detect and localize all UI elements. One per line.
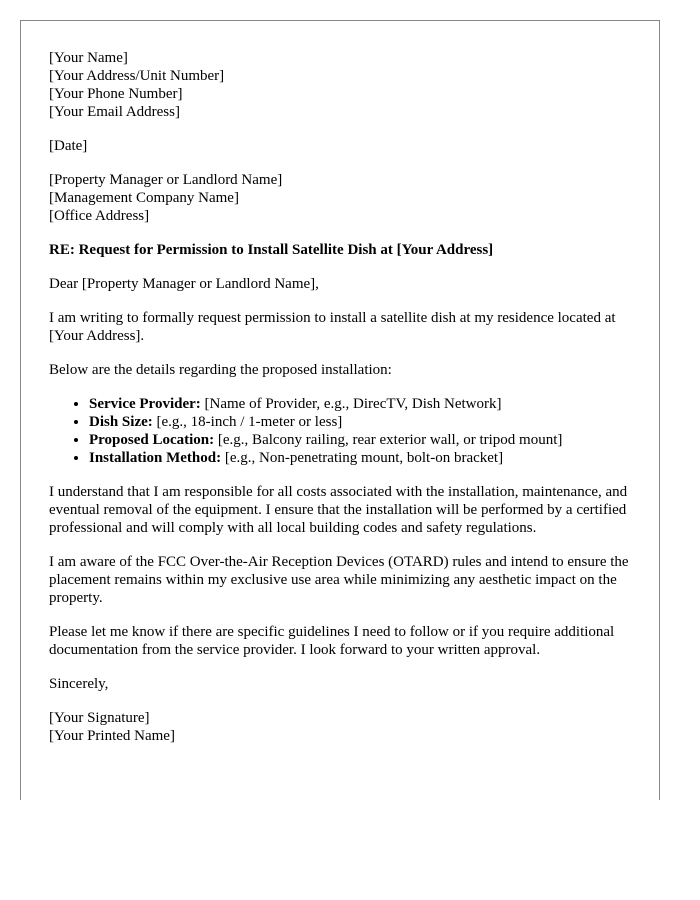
list-item	[89, 395, 639, 413]
date-block	[49, 137, 639, 155]
detail-label: Dish Size:	[89, 414, 153, 430]
sender-name: [Your Name]	[49, 50, 128, 66]
detail-value: [e.g., Non-penetrating mount, bolt-on bracket]	[221, 450, 504, 466]
sender-block	[49, 49, 639, 121]
details-list	[49, 395, 639, 467]
salutation: Dear [Property Manager or Landlord Name],	[49, 276, 319, 292]
list-item	[89, 449, 639, 467]
letter-date: [Date]	[49, 138, 88, 154]
intro-paragraph: I am writing to formally request permission to install a satellite dish at my residence located at [Your Address].	[49, 310, 616, 344]
closing-paragraph: Please let me know if there are specific guidelines I need to follow or if you require additional documentation from the service provider. I look forward to your written approval.	[49, 624, 615, 658]
detail-value: [e.g., Balcony railing, rear exterior wall, or tripod mount]	[214, 432, 563, 448]
letter-body	[49, 49, 639, 761]
otard-paragraph: I am aware of the FCC Over-the-Air Reception Devices (OTARD) rules and intend to ensure the placement remains within my exclusive use area while minimizing any aesthetic impact on the property.	[49, 554, 629, 606]
recipient-company: [Management Company Name]	[49, 190, 239, 206]
signature-block	[49, 709, 639, 745]
printed-name: [Your Printed Name]	[49, 728, 175, 744]
sender-address: [Your Address/Unit Number]	[49, 68, 225, 84]
detail-label: Service Provider:	[89, 396, 201, 412]
detail-label: Proposed Location:	[89, 432, 215, 448]
responsibility-paragraph: I understand that I am responsible for all costs associated with the installation, maintenance, and eventual removal of the equipment. I ensure that the installation will be performed by a certified professional and will comply with all local building codes and safety regulations.	[49, 484, 628, 536]
list-item	[89, 431, 639, 449]
signature-line: [Your Signature]	[49, 710, 150, 726]
sender-phone: [Your Phone Number]	[49, 86, 183, 102]
subject-line: RE: Request for Permission to Install Satellite Dish at [Your Address]	[49, 242, 494, 258]
recipient-block	[49, 171, 639, 225]
recipient-address: [Office Address]	[49, 208, 150, 224]
recipient-name: [Property Manager or Landlord Name]	[49, 172, 283, 188]
detail-value: [e.g., 18-inch / 1-meter or less]	[152, 414, 343, 430]
detail-label: Installation Method:	[89, 450, 222, 466]
letter-page	[20, 20, 660, 800]
sender-email: [Your Email Address]	[49, 104, 180, 120]
signoff: Sincerely,	[49, 676, 109, 692]
detail-value: [Name of Provider, e.g., DirecTV, Dish Network]	[200, 396, 502, 412]
details-intro-paragraph: Below are the details regarding the proposed installation:	[49, 362, 392, 378]
list-item	[89, 413, 639, 431]
